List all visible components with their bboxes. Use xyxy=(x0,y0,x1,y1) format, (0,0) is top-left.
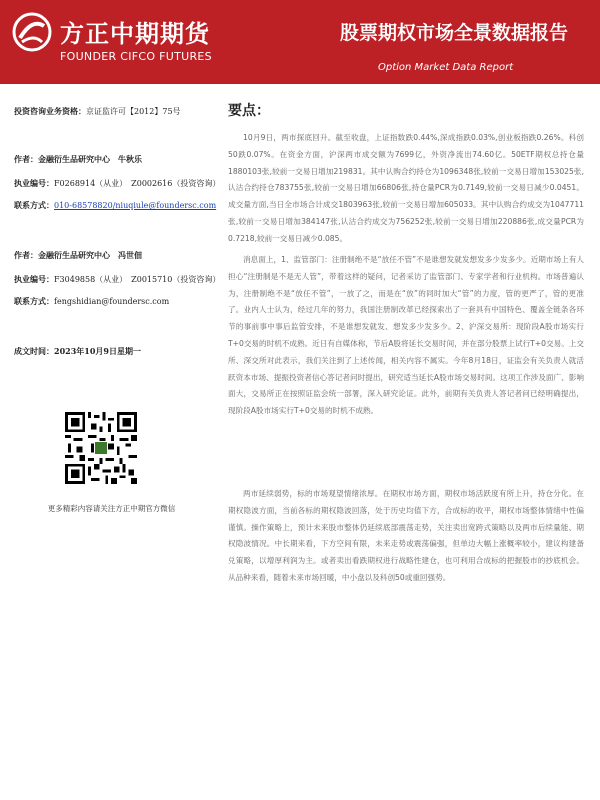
contact-email: fengshidian@foundersc.com xyxy=(54,297,170,306)
contact-label: 联系方式： xyxy=(14,296,54,306)
author-label: 作者： xyxy=(14,154,38,164)
author2-contact-line xyxy=(14,296,169,307)
strategy-paragraph: 两市延续弱势，标的市场观望情绪浓厚。在期权市场方面，期权市场活跃度有所上升，持仓分化。在期权隐波方面，当前各标的期权隐波回落，处于历史均值下方，合成标的收平，期权市场整体情绪中性偏谨慎。操作策略上，预计未来股市整体仍延续底部震荡走势，关注卖出宽跨式策略以及两市后续量能、期权隐波情况。中长期来看，下方空间有限，未来走势或震荡偏强，但单边大幅上涨概率较小，建议构建备兑策略，以增厚利润为主。或者卖出看跌期权进行战略性建仓，也可利用合成标的把握股市的抄底机会。从品种来看，随着未来市场回暖，中小盘以及科创50或重回强势。 xyxy=(228,489,584,582)
qr-code-icon xyxy=(65,412,137,484)
date-line xyxy=(14,346,141,357)
report-title: 股票期权市场全景数据报告 xyxy=(340,22,569,44)
license-value: F0268914（从业） Z0002616（投资咨询） xyxy=(54,179,221,188)
founder-logo-icon xyxy=(12,12,52,52)
author2-license-line xyxy=(14,274,220,285)
contact-email-link[interactable]: 010-68578820/niuqiule@foundersc.com xyxy=(54,201,217,210)
points-title: 要点： xyxy=(228,103,270,119)
license-value: F3049858（从业） Z0015710（投资咨询） xyxy=(54,275,221,284)
contact-label: 联系方式： xyxy=(14,200,54,210)
author-name: 金融衍生品研究中心 冯世佃 xyxy=(38,250,142,260)
author1-contact-line xyxy=(14,200,216,211)
summary-paragraph: 10月9日，两市探底回升。截至收盘，上证指数跌0.44%,深成指跌0.03%,创业板指跌0.26%。科创50跌0.07%。在资金方面，沪深两市成交额为7699亿，外资净流出74.60亿。50ETF期权总持仓量1880103张,较前一交易日增加219831。其中认购合约持仓为1096348张,较前一交易日增加153025张,认沽合约持仓783755张,较前一交易日增加66806张,持仓量PCR为0.7149,较前一交易日减少0.0451。成交量方面,当日全市场合计成交1803963张,较前一交易日增加605033。其中认购合约成交为1047711张,较前一交易日增加384147张,认沽合约成交为756252张,较前一交易日增加220886张,成交量PCR为0.7218,较前一交易日减少0.085。 xyxy=(228,133,584,243)
logo-chinese-name: 方正中期期货 xyxy=(60,20,210,48)
date-value: 2023年10月9日星期一 xyxy=(54,346,141,356)
header-banner xyxy=(0,0,600,84)
license-label: 执业编号： xyxy=(14,178,54,188)
qualification-line xyxy=(14,106,181,117)
main-content xyxy=(228,100,584,582)
author2-line xyxy=(14,250,142,261)
author1-line xyxy=(14,154,142,165)
news-paragraph: 消息面上，1、监管部门：注册制绝不是“放任不管”不是谁想发就发想发多少发多少。近期市场上有人担心“注册制是不是无人管”，带着这样的疑问，记者采访了监管部门、专家学者和行业机构。市场普遍认为，注册制绝不是“放任不管”，一放了之，而是在“放”的同时加大“管”的力度，管的更严了，管的更准了。业内人士认为，经过几年的努力，我国注册制改革已经探索出了一套具有中国特色、覆盖全链条各环节的事前事中事后监管安排，不是谁想发就发、想发多少发多少。2、沪深交易所：现阶段A股市场实行T+0交易的时机不成熟。近日有自媒体称，节后A股将延长交易时间，并在部分股票上试行T+0交易。上交所、深交所对此表示，我们关注到了上述传闻，相关内容不属实。今年8月18日，证监会有关负责人就活跃资本市场、提振投资者信心答记者问时提出，研究适当延长A股市场交易时间。这项工作涉及面广、影响面大，交易所正在按照证监会统一部署，深入研究论证。此外，前期有关负责人答记者问已经明确提出，现阶段A股市场实行T+0交易的时机不成熟。 xyxy=(228,255,584,416)
author-name: 金融衍生品研究中心 牛秋乐 xyxy=(38,154,142,164)
qualification-value: 京证监许可【2012】75号 xyxy=(86,107,181,116)
logo-english-name: FOUNDER CIFCO FUTURES xyxy=(60,50,212,63)
report-subtitle: Option Market Data Report xyxy=(378,62,514,73)
author1-license-line xyxy=(14,178,220,189)
author-label: 作者： xyxy=(14,250,38,260)
qr-caption: 更多精彩内容请关注方正中期官方微信 xyxy=(47,504,176,513)
license-label: 执业编号： xyxy=(14,274,54,284)
date-label: 成文时间： xyxy=(14,346,54,356)
qualification-label: 投资咨询业务资格： xyxy=(14,106,86,116)
